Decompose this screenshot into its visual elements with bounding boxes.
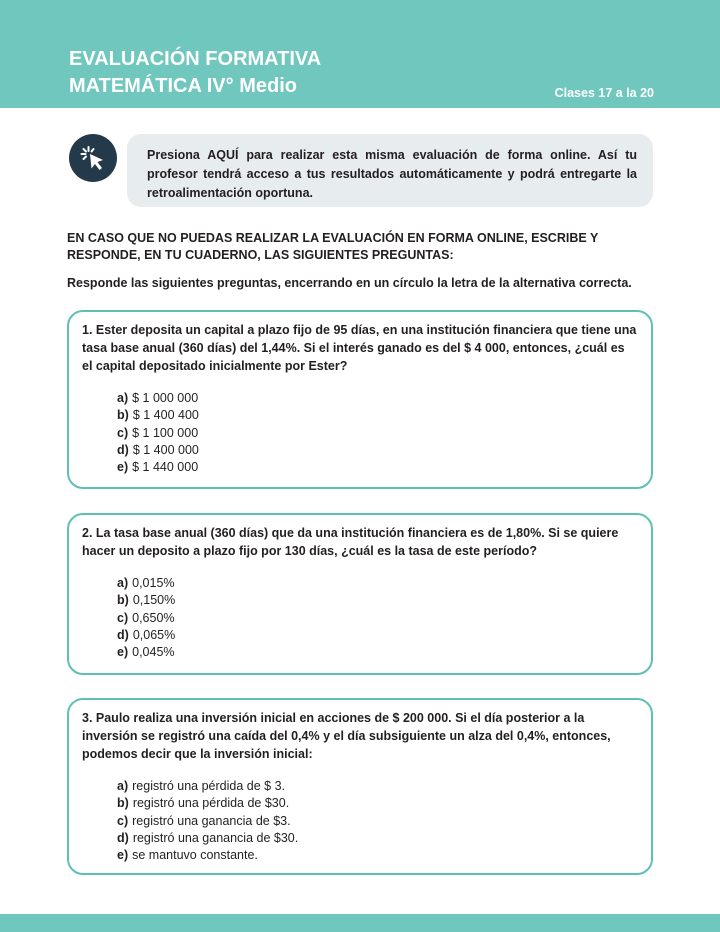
option-a[interactable]: a) $ 1 000 000 — [117, 391, 199, 405]
question-1-text: 1. Ester deposita un capital a plazo fijo de 95 días, en una institución financiera que tiene una tasa base anual (360 días) del 1,44%. Si el interés ganado es del $ 4 000, entonces, ¿cuál es el capital depositado inicialmente por Ester? — [82, 323, 637, 373]
footer-bar — [0, 914, 720, 932]
instructions-heading: EN CASO QUE NO PUEDAS REALIZAR LA EVALUACIÓN EN FORMA ONLINE, ESCRIBE Y RESPONDE, EN TU CUADERNO, LAS SIGUIENTES PREGUNTAS: — [67, 231, 599, 262]
page-title — [69, 46, 321, 100]
title-line-1: EVALUACIÓN FORMATIVA — [69, 48, 322, 70]
question-2-box — [67, 513, 653, 675]
question-2-text: 2. La tasa base anual (360 días) que da una institución financiera es de 1,80%. Si se quiere hacer un deposito a plazo fijo por 130 días, ¿cuál es la tasa de este período? — [82, 526, 619, 558]
option-e[interactable]: e) se mantuvo constante. — [117, 848, 258, 863]
option-a[interactable]: a) registró una pérdida de $ 3. — [117, 779, 286, 793]
option-d[interactable]: d) 0,065% — [117, 627, 176, 642]
header-banner — [0, 0, 720, 108]
option-b[interactable]: b) registró una pérdida de $30. — [117, 796, 290, 811]
option-d[interactable]: d) registró una ganancia de $30. — [117, 830, 299, 845]
option-b[interactable]: b) $ 1 400 400 — [117, 408, 199, 423]
option-c[interactable]: c) 0,650% — [117, 610, 175, 625]
question-1-box — [67, 310, 653, 489]
question-3-options — [117, 778, 637, 864]
question-1-options — [117, 390, 637, 476]
cursor-click-icon[interactable] — [69, 134, 117, 182]
question-2-options — [117, 575, 637, 661]
question-3-text: 3. Paulo realiza una inversión inicial en acciones de $ 200 000. Si el día posterior a la inversión se registró una caída del 0,4% y el día subsiguiente un alza del 0,4%, entonces, podemos decir que la inversión inicial: — [82, 711, 611, 761]
option-c[interactable]: c) registró una ganancia de $3. — [117, 813, 291, 828]
option-e[interactable]: e) $ 1 440 000 — [117, 460, 199, 475]
online-notice-text: Presiona AQUÍ para realizar esta misma evaluación de forma online. Así tu profesor tendrá acceso a tus resultados automáticamente y podrá entregarte la retroalimentación oportuna. — [147, 148, 637, 200]
option-a[interactable]: a) 0,015% — [117, 576, 175, 590]
title-line-2: MATEMÁTICA IV° Medio — [69, 75, 297, 97]
option-d[interactable]: d) $ 1 400 000 — [117, 442, 199, 457]
option-b[interactable]: b) 0,150% — [117, 593, 176, 608]
question-3-box — [67, 698, 653, 875]
online-evaluation-notice[interactable] — [127, 134, 653, 207]
classes-label: Clases 17 a la 20 — [554, 86, 654, 100]
option-e[interactable]: e) 0,045% — [117, 645, 175, 660]
option-c[interactable]: c) $ 1 100 000 — [117, 425, 199, 440]
respond-instruction: Responde las siguientes preguntas, encerrando en un círculo la letra de la alternativa correcta. — [67, 276, 632, 290]
